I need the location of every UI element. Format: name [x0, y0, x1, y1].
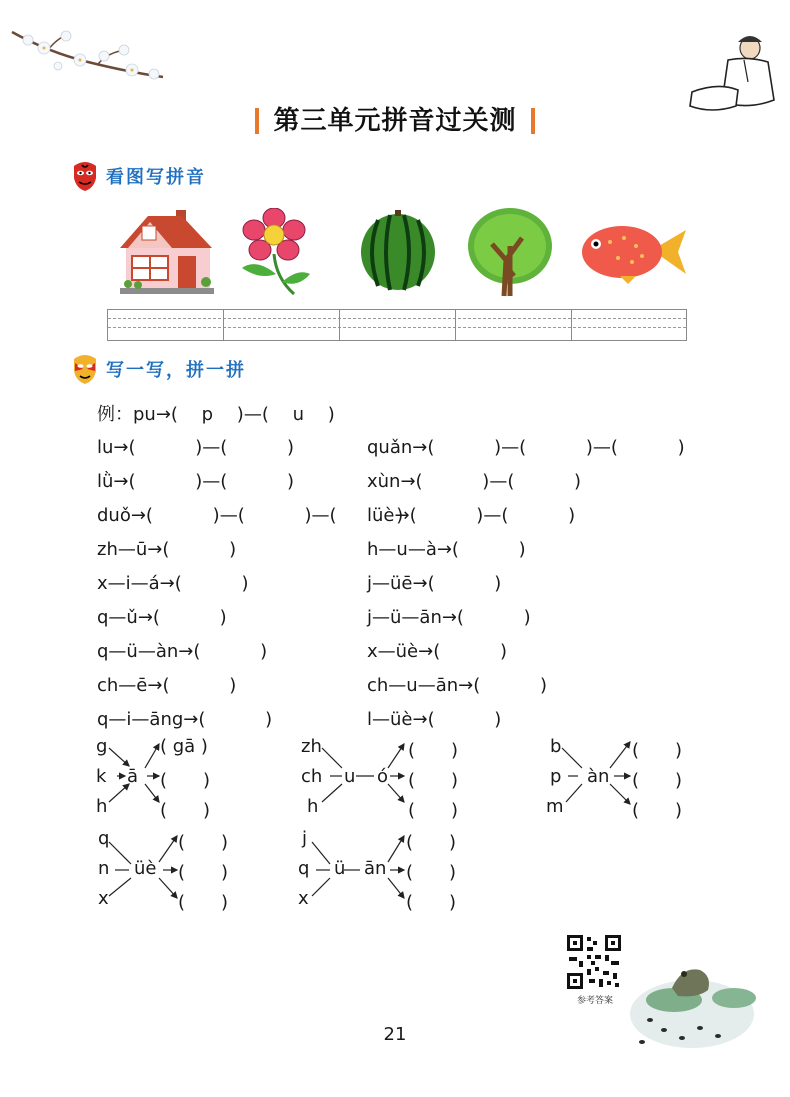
- section-heading-write-spell: [72, 353, 246, 385]
- watermelon-icon: [358, 208, 438, 292]
- diagram-initial: k: [96, 766, 107, 787]
- fish-icon: [580, 218, 688, 284]
- diagram-answer[interactable]: ( ): [406, 862, 457, 883]
- exercise-line[interactable]: zh—ū→( ): [97, 539, 237, 560]
- page-title-block: [0, 100, 790, 137]
- exercise-line[interactable]: xùn→( )—( ): [367, 471, 582, 492]
- diagram-final: üè: [134, 858, 157, 879]
- section-heading-label: 写一写，拼一拼: [106, 360, 246, 381]
- grid-divider: [455, 310, 456, 340]
- grid-divider: [339, 310, 340, 340]
- house-icon: [118, 208, 216, 296]
- diagram-initial: m: [546, 796, 564, 817]
- diagram-answer[interactable]: ( ): [178, 892, 229, 913]
- exercise-line[interactable]: lǜ→( )—( ): [97, 471, 295, 492]
- diagram-answer[interactable]: ( ): [632, 770, 683, 791]
- grid-guide-line: [108, 318, 686, 319]
- pinyin-writing-grid[interactable]: [107, 309, 687, 341]
- diagram-final: ān: [364, 858, 387, 879]
- exercise-line[interactable]: quǎn→( )—( )—( ): [367, 437, 685, 458]
- exercise-line[interactable]: duǒ→( )—( )—( ): [97, 505, 404, 526]
- diagram-answer[interactable]: ( ): [408, 800, 459, 821]
- title-bar-right: [531, 108, 535, 134]
- grid-divider: [571, 310, 572, 340]
- flower-icon: [236, 208, 314, 296]
- opera-mask-yellow-icon: [72, 353, 98, 385]
- exercise-line[interactable]: ch—ē→( ): [97, 675, 237, 696]
- diagram-medial: u: [344, 766, 356, 787]
- diagram-final: ā: [127, 766, 139, 787]
- qr-code-icon[interactable]: [565, 933, 623, 991]
- exercise-line[interactable]: q—ǔ→( ): [97, 607, 227, 628]
- diagram-answer[interactable]: ( ): [160, 800, 211, 821]
- opera-mask-red-icon: [72, 160, 98, 192]
- diagram-answer[interactable]: ( gā ): [160, 736, 208, 757]
- diagram-initial: h: [307, 796, 319, 817]
- diagram-medial: ü: [334, 858, 346, 879]
- diagram-answer[interactable]: ( ): [408, 770, 459, 791]
- diagram-initial: b: [550, 736, 562, 757]
- section-heading-label: 看图写拼音: [106, 167, 206, 188]
- diagram-initial: q: [298, 858, 310, 879]
- exercise-line[interactable]: x—i—á→( ): [97, 573, 249, 594]
- diagram-initial: x: [298, 888, 309, 909]
- diagram-answer[interactable]: ( ): [178, 862, 229, 883]
- exercise-line[interactable]: lu→( )—( ): [97, 437, 295, 458]
- diagram-initial: ch: [301, 766, 323, 787]
- diagram-answer[interactable]: ( ): [408, 740, 459, 761]
- frog-lotus-pond: [622, 958, 762, 1068]
- exercise-line[interactable]: l—üè→( ): [367, 709, 502, 730]
- exercise-line[interactable]: j—üē→( ): [367, 573, 502, 594]
- diagram-initial: zh: [301, 736, 322, 757]
- diagram-answer[interactable]: ( ): [160, 770, 211, 791]
- diagram-final: ó: [377, 766, 389, 787]
- exercise-line[interactable]: ch—u—ān→( ): [367, 675, 547, 696]
- diagram-initial: x: [98, 888, 109, 909]
- grid-guide-line: [108, 327, 686, 328]
- exercise-line[interactable]: q—ü—àn→( ): [97, 641, 268, 662]
- diagram-initial: n: [98, 858, 110, 879]
- exercise-line[interactable]: x—üè→( ): [367, 641, 507, 662]
- qr-caption: 参考答案: [576, 996, 613, 1006]
- diagram-initial: j: [302, 828, 308, 849]
- diagram-initial: p: [550, 766, 562, 787]
- diagram-initial: q: [98, 828, 110, 849]
- exercise-line[interactable]: j—ü—ān→( ): [367, 607, 531, 628]
- diagram-answer[interactable]: ( ): [632, 740, 683, 761]
- diagram-answer[interactable]: ( ): [632, 800, 683, 821]
- diagram-answer[interactable]: ( ): [406, 892, 457, 913]
- exercise-line[interactable]: q—i—āng→( ): [97, 709, 273, 730]
- plum-blossom-branch: [8, 22, 168, 92]
- exercise-line[interactable]: h—u—à→( ): [367, 539, 526, 560]
- page-number: 21: [383, 1024, 407, 1045]
- section-heading-look-write: [72, 160, 206, 192]
- diagram-initial: g: [96, 736, 108, 757]
- diagram-answer[interactable]: ( ): [178, 832, 229, 853]
- diagram-initial: h: [96, 796, 108, 817]
- exercise-line[interactable]: lüè→( )—( ): [367, 505, 576, 526]
- page-title: 第三单元拼音过关测: [273, 106, 517, 136]
- tree-icon: [466, 206, 554, 298]
- diagram-answer[interactable]: ( ): [406, 832, 457, 853]
- grid-divider: [223, 310, 224, 340]
- example-line: 例：pu→( p )—( u ): [97, 404, 335, 425]
- diagram-final: àn: [587, 766, 610, 787]
- title-bar-left: [255, 108, 259, 134]
